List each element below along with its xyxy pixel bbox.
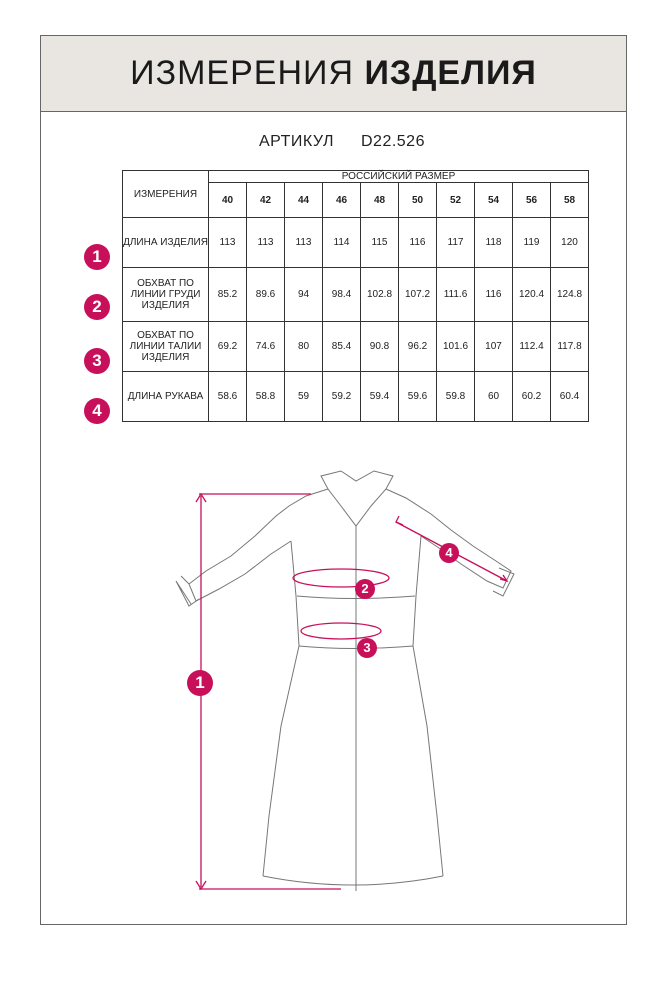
- left-cuff: [176, 576, 199, 606]
- size-group-header: РОССИЙСКИЙ РАЗМЕР: [209, 171, 589, 183]
- value-cell: 117: [437, 218, 475, 268]
- marker-1: 1: [187, 670, 213, 696]
- collar-outline: [321, 471, 393, 526]
- left-side-seam: [263, 541, 299, 876]
- value-cell: 96.2: [399, 322, 437, 372]
- value-cell: 80: [285, 322, 323, 372]
- row-badge: 4: [84, 398, 110, 424]
- value-cell: 107.2: [399, 268, 437, 322]
- value-cell: 69.2: [209, 322, 247, 372]
- row-label: ДЛИНА ИЗДЕЛИЯ: [123, 218, 209, 268]
- size-header-cell: 46: [323, 183, 361, 218]
- value-cell: 58.6: [209, 372, 247, 422]
- size-header-cell: 52: [437, 183, 475, 218]
- article-code: D22.526: [360, 133, 425, 150]
- size-header-cell: 44: [285, 183, 323, 218]
- value-cell: 112.4: [513, 322, 551, 372]
- value-cell: 114: [323, 218, 361, 268]
- value-cell: 113: [209, 218, 247, 268]
- value-cell: 113: [285, 218, 323, 268]
- title-light: ИЗМЕРЕНИЯ: [130, 54, 355, 92]
- size-header-cell: 50: [399, 183, 437, 218]
- value-cell: 111.6: [437, 268, 475, 322]
- value-cell: 59.2: [323, 372, 361, 422]
- size-header-cell: 54: [475, 183, 513, 218]
- value-cell: 59.8: [437, 372, 475, 422]
- hem-line: [263, 876, 443, 885]
- dress-diagram: [41, 36, 626, 924]
- size-header-cell: 42: [247, 183, 285, 218]
- row-badge: 3: [84, 348, 110, 374]
- value-cell: 115: [361, 218, 399, 268]
- value-cell: 59: [285, 372, 323, 422]
- marker-4: 4: [439, 543, 459, 563]
- value-cell: 90.8: [361, 322, 399, 372]
- waist-ellipse: [301, 623, 381, 639]
- size-header-cell: 56: [513, 183, 551, 218]
- value-cell: 101.6: [437, 322, 475, 372]
- value-cell: 85.4: [323, 322, 361, 372]
- size-header-cell: 40: [209, 183, 247, 218]
- row-badge: 2: [84, 294, 110, 320]
- value-cell: 60.2: [513, 372, 551, 422]
- value-cell: 119: [513, 218, 551, 268]
- value-cell: 60.4: [551, 372, 589, 422]
- row-label: ОБХВАТ ПО ЛИНИИ ГРУДИ ИЗДЕЛИЯ: [123, 268, 209, 322]
- value-cell: 85.2: [209, 268, 247, 322]
- value-cell: 74.6: [247, 322, 285, 372]
- value-cell: 59.4: [361, 372, 399, 422]
- value-cell: 89.6: [247, 268, 285, 322]
- value-cell: 58.8: [247, 372, 285, 422]
- value-cell: 113: [247, 218, 285, 268]
- row-label: ДЛИНА РУКАВА: [123, 372, 209, 422]
- value-cell: 60: [475, 372, 513, 422]
- marker-2: 2: [355, 579, 375, 599]
- spec-sheet: [40, 35, 627, 925]
- marker-3: 3: [357, 638, 377, 658]
- measurements-header: ИЗМЕРЕНИЯ: [123, 171, 209, 218]
- article-label: АРТИКУЛ: [259, 133, 335, 150]
- value-cell: 120.4: [513, 268, 551, 322]
- value-cell: 120: [551, 218, 589, 268]
- size-header-cell: 58: [551, 183, 589, 218]
- value-cell: 124.8: [551, 268, 589, 322]
- value-cell: 116: [475, 268, 513, 322]
- value-cell: 117.8: [551, 322, 589, 372]
- row-label: ОБХВАТ ПО ЛИНИИ ТАЛИИ ИЗДЕЛИЯ: [123, 322, 209, 372]
- value-cell: 118: [475, 218, 513, 268]
- value-cell: 116: [399, 218, 437, 268]
- value-cell: 98.4: [323, 268, 361, 322]
- title-bold: ИЗДЕЛИЯ: [364, 54, 537, 92]
- chest-ellipse: [293, 569, 389, 587]
- value-cell: 94: [285, 268, 323, 322]
- right-side-seam: [413, 536, 443, 876]
- value-cell: 107: [475, 322, 513, 372]
- row-badge: 1: [84, 244, 110, 270]
- value-cell: 102.8: [361, 268, 399, 322]
- value-cell: 59.6: [399, 372, 437, 422]
- size-header-cell: 48: [361, 183, 399, 218]
